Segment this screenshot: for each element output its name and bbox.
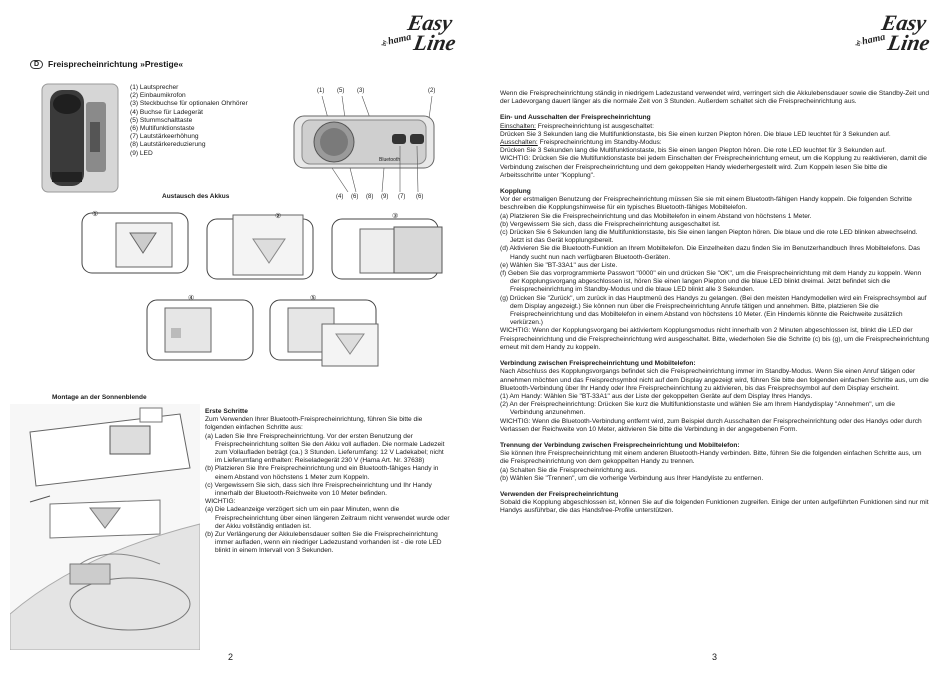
right-column-text — [500, 90, 930, 516]
warning-label: WICHTIG: — [205, 498, 236, 506]
callout-label: (8) — [366, 194, 374, 200]
connect-section — [500, 360, 930, 434]
list-item: (b) Platzieren Sie Ihre Freisprecheinrichtung und ein Bluetooth-fähiges Handy in einem Abstand von höchstens 1 Meter zum Koppeln. — [205, 465, 439, 481]
step-number: ① — [92, 211, 99, 218]
list-item: (3) Steckbuchse für optionalen Ohrhörer — [130, 100, 248, 108]
list-item: (a) Die Ladeanzeige verzögert sich um ein paar Minuten, wenn die Freisprecheinrichtung über einen längeren Zeitraum nicht verwendet wurde oder der Akku vollständig entladen ist. — [205, 506, 450, 530]
list-item: (5) Stummschalttaste — [130, 116, 193, 124]
battery-caption: Austausch des Akkus — [162, 193, 230, 200]
document-header — [30, 59, 183, 69]
paragraph: Sie können Ihre Freisprecheinrichtung mit einem anderen Bluetooth-Handy verbinden. Bitte, führen Sie die folgenden einfachen Schritte aus, um die Freisprecheinrichtung von dem gekoppelten Handy zu trennen. — [500, 450, 922, 466]
parts-list — [130, 84, 310, 158]
paragraph: Vor der erstmaligen Benutzung der Freisprecheinrichtung müssen Sie sie mit einem Bluetooth-fähigen Handy koppeln. Die folgenden Schritte beschreiben die Kopplungshinweise für ein typisches Bluetooth-fähiges Mobiltelefon. — [500, 196, 912, 212]
list-item: (f) Geben Sie das vorprogrammierte Passwort "0000" ein und drücken Sie "OK", um die Freisprecheinrichtung mit dem Handy zu koppeln. Wenn der Kopplungsvorgang abgeschlossen ist, hören Sie einen langen Piepton und die blaue LED blinkt dreimal. Jetzt befindet sich die Freisprecheinrichtung im Standby-Modus und die blaue LED blinkt alle 3 Sekunden. — [500, 270, 922, 294]
paragraph: Wenn die Freisprecheinrichtung ständig in niedrigem Ladezustand verwendet wird, verringert sich die Akkulebensdauer sowie die Standby-Zeit und der Ladevorgang dauert länger als die normale Zeit von 3 Stunden. Außerdem schaltet sich die Freisprecheinrichtung aus. — [500, 90, 930, 106]
warning-text: WICHTIG: Drücken Sie die Multifunktionstaste bei jedem Einschalten der Freisprecheinrichtung erneut, um die Kopplung zu reaktivieren, damit die Verbindung zwischen der Freisprecheinrichtung und dem gekoppelten Handy wiederhergestellt wird. Zum Koppeln lesen Sie bitte die Arbeitsschritte unter "Kopplung". — [500, 155, 927, 179]
list-item: (9) LED — [130, 149, 153, 157]
list-item: (c) Drücken Sie 6 Sekunden lang die Multifunktionstaste, bis Sie einen langen Piepton hören. Die blaue und die rote LED blinken abwechselnd. Jetzt ist das Gerät kopplungsbereit. — [500, 229, 918, 245]
list-item: (2) Einbaumikrofon — [130, 92, 186, 100]
paragraph: Sobald die Kopplung abgeschlossen ist, können Sie auf die folgenden Funktionen zugreifen. Einige der unten aufgeführten Funktionen sind nur mit Handys ausführbar, die das Handsfree-Profile unterstützen. — [500, 499, 929, 515]
callout-label: (7) — [398, 194, 406, 200]
on-label: Einschalten: — [500, 122, 536, 130]
device-front-diagram — [290, 96, 440, 192]
first-steps-section — [205, 408, 450, 556]
hama-easyline-logo: by hama Easy Line — [381, 10, 458, 55]
step-number: ④ — [188, 295, 195, 302]
list-item: (1) Am Handy: Wählen Sie "BT-33A1" aus der Liste der gekoppelten Geräte auf dem Display Ihres Handys. — [500, 392, 813, 400]
section-heading: Erste Schritte — [205, 408, 248, 415]
product-side-photo — [40, 82, 120, 194]
callout-label: (6) — [416, 194, 424, 200]
list-item: (a) Laden Sie Ihre Freisprecheinrichtung. Vor der ersten Benutzung der Freisprecheinrichtung sollten Sie den Akku voll aufladen. Die normale Ladezeit zum Vollaufladen beträgt (ca.) 3 Stunden. Lieferumfang: 12 V Ladekabel; nicht im Lieferumfang enthalten: Reiseladegerät 230 V (Hama Art. Nr. 37638) — [205, 432, 445, 465]
section-heading: Verbindung zwischen Freisprecheinrichtung und Mobiltelefon: — [500, 360, 696, 368]
right-page — [475, 0, 950, 673]
page-number: 2 — [228, 652, 234, 662]
battery-step-3 — [330, 213, 446, 285]
callout-label: (6) — [351, 194, 359, 200]
callout-label: (2) — [428, 88, 436, 94]
step-number: ③ — [392, 213, 399, 220]
step-number: ⑤ — [310, 295, 317, 302]
warning-text: WICHTIG: Wenn der Kopplungsvorgang bei aktiviertem Kopplungsmodus nicht innerhalb von 2 Minuten abgeschlossen ist, blinkt die LED der Freisprecheinrichtung und die Freisprecheinrichtung wird ausgeschaltet. Bitte, wiederholen Sie die Schritte (c) bis (g), um die Freisprecheinrichtung erneut mit dem Handy zu koppeln. — [500, 327, 930, 351]
section-heading: Ein- und Ausschalten der Freisprecheinrichtung — [500, 114, 651, 122]
callout-label: (1) — [317, 88, 325, 94]
paragraph: Drücken Sie 3 Sekunden lang die Multifunktionstaste, bis Sie einen langen Piepton hören. Die rote LED leuchtet für 3 Sekunden auf. — [500, 147, 886, 155]
list-item: (e) Wählen Sie "BT-33A1" aus der Liste. — [500, 261, 618, 269]
list-item: (7) Lautstärkeerhöhung — [130, 133, 199, 141]
list-item: (2) An der Freisprecheinrichtung: Drücken Sie kurz die Multifunktionstaste und wählen Sie am Ihrem Handydisplay "Annehmen", um die Verbindung anzunehmen. — [500, 401, 896, 417]
callout-label: (4) — [336, 194, 344, 200]
callout-label: (3) — [357, 88, 365, 94]
paragraph: Nach Abschluss des Kopplungsvorgangs befindet sich die Freisprecheinrichtung immer im Standby-Modus. Wenn Sie einen Anruf tätigen oder annehmen möchten und das Freisprechsymbol nicht auf dem Display angezeigt wird, führen Sie bitte den folgenden einfachen Schritte aus, um die Bluetooth-Verbindung über Ihr Handy oder Ihre Freisprecheinrichtung zu aktivieren, bis das Freisprechsymbol auf dem Display erscheint. — [500, 368, 929, 392]
list-item: (6) Multifunktionstaste — [130, 125, 195, 133]
page-title: Freisprecheinrichtung »Prestige« — [48, 59, 184, 69]
battery-step-2 — [205, 213, 317, 285]
page-number: 3 — [712, 652, 718, 662]
onoff-section — [500, 114, 930, 180]
callout-label: (9) — [381, 194, 389, 200]
paragraph: Drücken Sie 3 Sekunden lang die Multifunktionstaste, bis Sie einen kurzen Piepton hören. Die blaue LED leuchtet für 3 Sekunden auf. — [500, 130, 891, 138]
battery-step-5 — [268, 294, 384, 368]
list-item: (b) Vergewissern Sie sich, dass die Freisprecheinrichtung ausgeschaltet ist. — [500, 220, 721, 228]
off-state: Freisprecheinrichtung im Standby-Modus: — [537, 139, 662, 147]
off-label: Ausschalten: — [500, 139, 538, 147]
battery-step-4 — [145, 294, 257, 366]
list-item: (d) Aktivieren Sie die Bluetooth-Funktion an Ihrem Mobiltelefon. Die Einzelheiten dazu finden Sie im Benutzerhandbuch Ihres Mobiltelefons. Das Handy sucht nun nach verfügbaren Bluetooth-Geräten. — [500, 245, 921, 261]
section-heading: Verwenden der Freisprecheinrichtung — [500, 490, 619, 498]
list-item: (4) Buchse für Ladegerät — [130, 108, 203, 116]
list-item: (b) Wählen Sie "Trennen", um die vorherige Verbindung aus Ihrer Handyliste zu entfernen. — [500, 474, 764, 482]
list-item: (a) Platzieren Sie die Freisprecheinrichtung und das Mobiltelefon in einem Abstand von höchstens 1 Meter. — [500, 212, 812, 220]
mount-caption: Montage an der Sonnenblende — [52, 394, 147, 401]
step-number: ② — [275, 213, 282, 220]
paragraph: Zum Verwenden Ihrer Bluetooth-Freisprecheinrichtung, führen Sie bitte die folgenden einfachen Schritte aus: — [205, 416, 423, 432]
list-item: (c) Vergewissern Sie sich, dass sich Ihre Freisprecheinrichtung und Ihr Handy innerhalb der Bluetooth-Reichweite von 10 Meter befinden. — [205, 481, 432, 498]
usage-section — [500, 491, 930, 516]
pairing-section — [500, 188, 930, 352]
section-heading: Kopplung — [500, 188, 531, 196]
list-item: (8) Lautstärkereduzierung — [130, 141, 206, 149]
list-item: (a) Schalten Sie die Freisprecheinrichtung aus. — [500, 466, 638, 474]
list-item: (b) Zur Verlängerung der Akkulebensdauer sollten Sie die Freisprecheinrichtung immer aufladen, wenn ein niedriger Ladezustand vorhanden ist - die rote LED blinkt in einem Intervall von 3 Sekunden. — [205, 531, 442, 555]
callout-label: (5) — [337, 88, 345, 94]
list-item: (1) Lautsprecher — [130, 84, 179, 91]
list-item: (g) Drücken Sie "Zurück", um zurück in das Hauptmenü des Handys zu gelangen. (Bei den meisten Handymodellen wird ein Freisprechsymbol auf dem Display angezeigt.) Sie können nun über die Freisprecheinrichtung Anrufe tätigen und annehmen. Bitte, platzieren Sie die Freisprecheinrichtung und das Mobiltelefon in einem Abstand von höchstens 10 Meter. (Ein Hindernis könnte die Reichweite zusätzlich verkürzen.) — [500, 294, 927, 327]
warning-text: WICHTIG: Wenn die Bluetooth-Verbindung entfernt wird, zum Beispiel durch Ausschalten der Freisprecheinrichtung oder des Handys oder durch Verlassen der Reichweite von 10 Meter, aktivieren Sie bitte die Verbindung in der angegebenen Form. — [500, 417, 922, 433]
disconnect-section — [500, 442, 930, 483]
on-state: Freisprecheinrichtung ist ausgeschaltet: — [535, 122, 654, 130]
section-heading: Trennung der Verbindung zwischen Freisprecheinrichtung und Mobiltelefon: — [500, 441, 740, 449]
sun-visor-mount-illustration — [10, 404, 200, 650]
hama-easyline-logo: by hama Easy Line — [855, 10, 932, 55]
language-badge: D — [30, 60, 43, 69]
device-brand-label: Bluetooth — [379, 157, 401, 163]
